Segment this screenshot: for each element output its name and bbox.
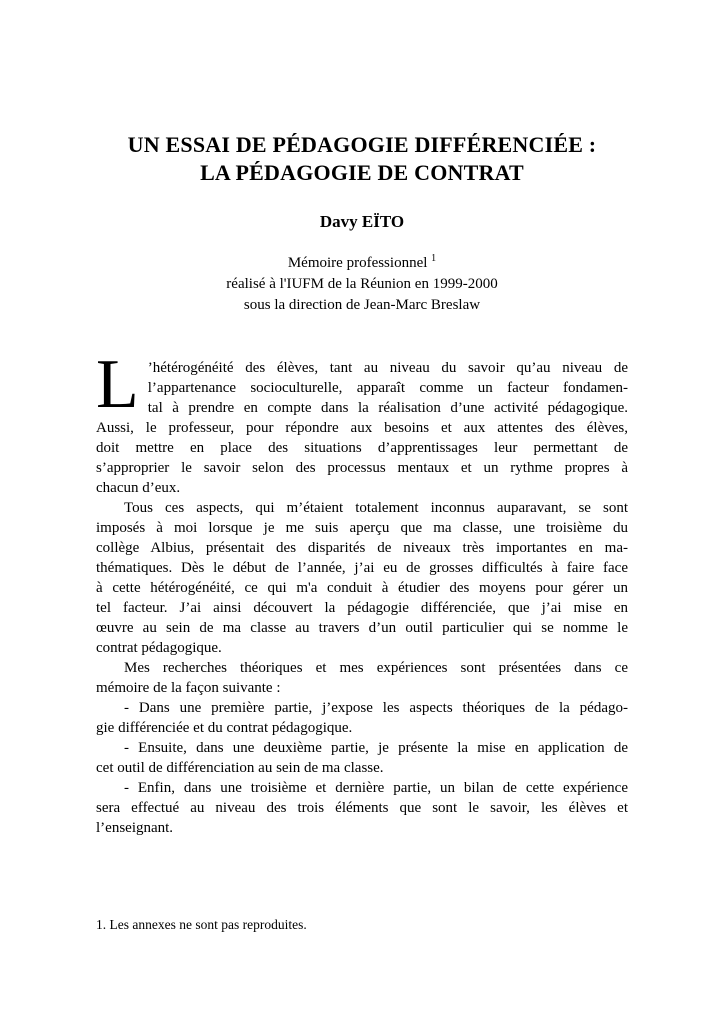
dropcap-letter: L <box>96 346 139 423</box>
body-line: s’approprier le savoir selon des processus mentaux et un rythme propres à <box>96 460 628 476</box>
body-line: tel facteur. J’ai ainsi découvert la pédagogie différenciée, que j’ai mise en <box>96 600 628 616</box>
body-line: imposés à moi lorsque je me suis aperçu que ma classe, une troisième du <box>96 520 628 536</box>
body-line: - Ensuite, dans une deuxième partie, je présente la mise en application de <box>124 740 628 756</box>
subtitle-line-3: sous la direction de Jean-Marc Breslaw <box>243 297 481 313</box>
body-text <box>96 346 628 838</box>
title-line-2: LA PÉDAGOGIE DE CONTRAT <box>200 160 524 185</box>
page-title <box>96 131 628 187</box>
subtitle-line-1 <box>96 253 628 274</box>
body-line: - Dans une première partie, j’expose les aspects théoriques de la pédago- <box>124 700 628 716</box>
body-line: Aussi, le professeur, pour répondre aux besoins et aux attentes des élèves, <box>96 420 628 436</box>
body-line: l’enseignant. <box>96 820 174 836</box>
footnote <box>96 916 628 934</box>
body-line: Mes recherches théoriques et mes expériences sont présentées dans ce <box>124 660 628 676</box>
body-line: doit mettre en place des situations d’apprentissages leur permettant de <box>96 440 628 456</box>
body-line: cet outil de différenciation au sein de ma classe. <box>96 760 384 776</box>
body-line: tal à prendre en compte dans la réalisation d’une activité pédagogique. <box>147 400 628 416</box>
body-line: Tous ces aspects, qui m’étaient totalement inconnus auparavant, se sont <box>124 500 628 516</box>
body-line: thématiques. Dès le début de l’année, j’ai eu de grosses difficultés à faire face <box>96 560 628 576</box>
subtitle-block <box>96 253 628 316</box>
body-line: sera effectué au niveau des trois éléments que sont le savoir, les élèves et <box>96 800 628 816</box>
body-line: collège Albius, présentait des disparités de niveaux très importantes en ma- <box>96 540 628 556</box>
body-line: œuvre au sein de ma classe au travers d’un outil particulier qui se nomme le <box>96 620 628 636</box>
subtitle-line-2: réalisé à l'IUFM de la Réunion en 1999-2000 <box>226 276 498 292</box>
body-line: ’hétérogénéité des élèves, tant au niveau du savoir qu’au niveau de <box>147 360 628 376</box>
footnote-text: Les annexes ne sont pas reproduites. <box>109 917 307 932</box>
body-line: l’appartenance socioculturelle, apparaît comme un facteur fondamen- <box>147 380 628 396</box>
footnote-marker: 1. <box>96 917 107 932</box>
body-line: mémoire de la façon suivante : <box>96 680 281 696</box>
body-line: gie différenciée et du contrat pédagogique. <box>96 720 353 736</box>
body-line: à cette hétérogénéité, ce qui m'a conduit à étudier des moyens pour gérer un <box>96 580 628 596</box>
body-line: chacun d’eux. <box>96 480 181 496</box>
body-line: contrat pédagogique. <box>96 640 222 656</box>
subtitle-memoire-text: Mémoire professionnel <box>287 255 428 271</box>
author-name: Davy EÏTO <box>319 212 405 231</box>
title-line-1: UN ESSAI DE PÉDAGOGIE DIFFÉRENCIÉE : <box>127 132 597 157</box>
body-line: - Enfin, dans une troisième et dernière partie, un bilan de cette expérience <box>124 780 628 796</box>
footnote-reference-superscript: 1 <box>431 253 437 264</box>
